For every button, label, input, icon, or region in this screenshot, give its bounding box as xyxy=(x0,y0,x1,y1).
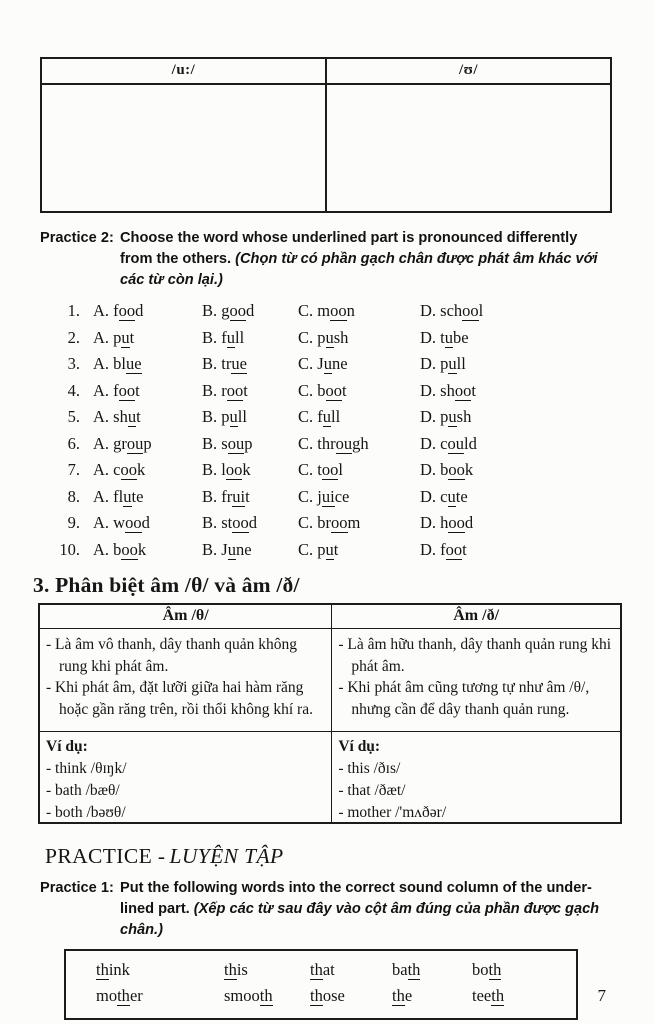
word-bank-word: think xyxy=(96,960,130,979)
option-word: book xyxy=(113,539,147,559)
question-row xyxy=(56,510,654,537)
option-word: stood xyxy=(221,513,258,532)
option-word: boot xyxy=(317,380,347,400)
theta-eth-header-row xyxy=(40,605,620,629)
option-word: hood xyxy=(440,513,474,532)
option-word: moon xyxy=(317,301,355,320)
question-row xyxy=(56,404,654,431)
theta-point: - Khi phát âm, đặt lưỡi giữa hai hàm răng hoặc gần răng trên, rồi thổi không khí ra. xyxy=(46,679,313,718)
underlined-part: ui xyxy=(321,486,335,506)
practice2-label: Practice 2: xyxy=(40,230,114,246)
answer-option: B. good xyxy=(202,301,255,320)
question-row xyxy=(56,431,654,458)
answer-option: C. push xyxy=(298,327,349,347)
word-bank-word: the xyxy=(392,986,413,1005)
underlined-part: oo xyxy=(125,513,142,532)
answer-option: D. school xyxy=(420,301,484,320)
theta-point: - Là âm vô thanh, dây thanh quản không rung khi phát âm. xyxy=(46,636,297,675)
option-word: true xyxy=(221,354,247,373)
answer-option: A. book xyxy=(93,539,147,559)
eth-description-cell xyxy=(332,629,620,731)
underlined-part: oo xyxy=(226,380,244,400)
option-word: school xyxy=(440,301,484,320)
answer-option: B. stood xyxy=(202,513,258,532)
practice1-text-vietnamese: (Xếp các từ sau đây vào cột âm đúng của phần được gạch chân.) xyxy=(120,901,600,938)
underlined-part: ou xyxy=(335,433,353,453)
question-row xyxy=(56,298,654,325)
underlined-part: u xyxy=(127,407,137,426)
answer-option: B. pull xyxy=(202,407,247,426)
word-bank-word: teeth xyxy=(472,986,505,1005)
answer-option: B. true xyxy=(202,354,247,373)
underlined-part: th xyxy=(96,960,109,979)
answer-option: A. shut xyxy=(93,407,141,426)
answer-option: A. group xyxy=(93,433,152,453)
underlined-part: th xyxy=(259,986,273,1005)
word-bank-table xyxy=(64,949,578,1020)
theta-description-cell xyxy=(40,629,332,731)
underlined-part: u xyxy=(322,407,332,426)
answer-option: D. shoot xyxy=(420,380,476,400)
question-row xyxy=(56,378,654,405)
eth-example: - this /ðɪs/ xyxy=(338,760,401,777)
underlined-part: oo xyxy=(118,380,136,400)
underlined-part: oo xyxy=(325,380,343,400)
option-word: broom xyxy=(317,513,361,532)
theta-eth-description-row xyxy=(40,629,620,732)
option-word: group xyxy=(113,433,152,453)
option-word: tube xyxy=(440,327,469,347)
underlined-part: oo xyxy=(448,513,465,532)
answer-option: D. push xyxy=(420,407,472,426)
option-word: push xyxy=(317,327,349,347)
option-word: through xyxy=(317,433,369,453)
underlined-part: oo xyxy=(232,513,249,532)
word-bank-row xyxy=(96,983,576,1009)
option-word: wood xyxy=(113,513,150,532)
answer-option: C. June xyxy=(298,354,348,373)
question-row xyxy=(56,351,654,378)
theta-example: - bath /bæθ/ xyxy=(46,782,120,799)
theta-example: - both /bəʊθ/ xyxy=(46,804,126,821)
underlined-part: th xyxy=(491,986,505,1005)
practice2-text-vietnamese: (Chọn từ có phần gạch chân được phát âm khác với các từ còn lại.) xyxy=(120,251,598,288)
answer-option: D. foot xyxy=(420,539,467,559)
question-number: 4. xyxy=(67,380,80,400)
option-word: pull xyxy=(221,407,247,426)
sound-header-u-short: /ʊ/ xyxy=(458,62,479,78)
sound-cell-u-long xyxy=(42,85,327,211)
answer-option: A. put xyxy=(93,327,135,347)
underlined-part: ue xyxy=(126,354,142,373)
sound-sorting-body-row xyxy=(42,85,610,211)
eth-point: - Là âm hữu thanh, dây thanh quản rung khi phát âm. xyxy=(338,636,612,675)
answer-option: B. soup xyxy=(202,433,253,453)
option-word: tool xyxy=(317,460,343,479)
underlined-part: th xyxy=(392,986,405,1005)
answer-option: B. root xyxy=(202,380,248,400)
underlined-part: u xyxy=(226,327,236,347)
option-word: cute xyxy=(440,486,468,506)
question-number: 3. xyxy=(67,354,80,373)
answer-option: C. boot xyxy=(298,380,347,400)
answer-option: D. hood xyxy=(420,513,474,532)
question-row xyxy=(56,325,654,352)
option-word: shut xyxy=(113,407,141,426)
theta-example-label: Ví dụ: xyxy=(46,738,88,755)
option-word: cook xyxy=(113,460,146,479)
option-word: food xyxy=(113,301,144,320)
option-word: soup xyxy=(221,433,253,453)
underlined-part: u xyxy=(323,354,332,373)
word-bank-word: mother xyxy=(96,986,143,1005)
word-bank-word: smooth xyxy=(224,986,273,1005)
practice1-text-english: Put the following words into the correct sound column of the under-lined part. xyxy=(120,880,592,917)
sound-sorting-table xyxy=(40,57,612,213)
answer-option: A. blue xyxy=(93,354,142,373)
answer-option: D. book xyxy=(420,460,474,479)
questions-list xyxy=(56,298,654,563)
answer-option: B. full xyxy=(202,327,245,347)
option-word: June xyxy=(221,539,252,559)
option-word: root xyxy=(221,380,248,400)
underlined-part: oo xyxy=(225,460,243,479)
option-word: push xyxy=(440,407,472,426)
option-word: full xyxy=(317,407,341,426)
question-number: 2. xyxy=(67,327,80,347)
option-word: pull xyxy=(440,354,466,373)
underlined-part: th xyxy=(117,986,130,1005)
option-word: foot xyxy=(113,380,140,400)
underlined-part: u xyxy=(448,354,457,373)
underlined-part: th xyxy=(310,960,323,979)
eth-example-list xyxy=(338,758,613,824)
option-word: full xyxy=(221,327,245,347)
underlined-part: oo xyxy=(454,380,472,400)
option-word: flute xyxy=(113,486,144,506)
underlined-part: ui xyxy=(232,486,246,506)
underlined-part: oo xyxy=(331,513,348,532)
answer-option: D. tube xyxy=(420,327,469,347)
practice2-instruction xyxy=(120,228,610,291)
answer-option: C. tool xyxy=(298,460,343,479)
underlined-part: ou xyxy=(447,433,464,453)
underlined-part: th xyxy=(488,960,502,979)
option-word: juice xyxy=(317,486,350,506)
underlined-part: u xyxy=(325,539,334,559)
practice1-label: Practice 1: xyxy=(40,880,114,896)
underlined-part: u xyxy=(448,407,457,426)
theta-eth-example-row xyxy=(40,732,620,822)
option-word: fruit xyxy=(221,486,250,506)
theta-header: Âm /θ/ xyxy=(40,605,332,628)
sound-cell-u-short xyxy=(327,85,610,211)
option-word: book xyxy=(440,460,474,479)
practice-heading-vietnamese: LUYỆN TẬP xyxy=(169,844,284,868)
practice1-instruction xyxy=(120,878,610,941)
option-word: good xyxy=(221,301,255,320)
practice1-block xyxy=(40,878,624,941)
theta-example: - think /θɪŋk/ xyxy=(46,760,127,777)
underlined-part: u xyxy=(325,327,334,347)
option-word: put xyxy=(113,327,135,347)
eth-example: - mother /'mʌðər/ xyxy=(338,804,447,821)
option-word: look xyxy=(221,460,251,479)
answer-option: A. wood xyxy=(93,513,150,532)
word-bank-word: both xyxy=(472,960,502,979)
underlined-part: u xyxy=(227,539,236,559)
answer-option: C. juice xyxy=(298,486,350,506)
option-word: shoot xyxy=(440,380,476,400)
eth-point: - Khi phát âm cũng tương tự như âm /θ/, nhưng cần để dây thanh quản rung. xyxy=(338,679,590,718)
practice-heading-english: PRACTICE - xyxy=(45,844,166,868)
practice-section-heading xyxy=(45,844,654,869)
practice2-text-english: Choose the word whose underlined part is pronounced differently from the others. xyxy=(120,230,578,267)
answer-option: A. cook xyxy=(93,460,146,479)
underlined-part: oo xyxy=(462,301,479,320)
eth-examples-cell xyxy=(332,732,620,822)
underlined-part: oo xyxy=(321,460,339,479)
question-number: 6. xyxy=(67,433,80,453)
section3-heading: 3. Phân biệt âm /θ/ và âm /ð/ xyxy=(33,573,300,597)
word-bank-row xyxy=(96,957,576,983)
word-bank-word: bath xyxy=(392,960,421,979)
answer-option: A. flute xyxy=(93,486,144,506)
question-number: 9. xyxy=(67,513,80,532)
word-bank-word: those xyxy=(310,986,345,1005)
answer-option: D. pull xyxy=(420,354,466,373)
question-row xyxy=(56,457,654,484)
underlined-part: oo xyxy=(229,301,247,320)
question-row xyxy=(56,484,654,511)
underlined-part: ou xyxy=(227,433,245,453)
underlined-part: u xyxy=(229,407,238,426)
answer-option: A. food xyxy=(93,301,144,320)
answer-option: C. broom xyxy=(298,513,361,532)
answer-option: D. could xyxy=(420,433,477,453)
word-bank-word: that xyxy=(310,960,335,979)
practice2-block xyxy=(40,228,624,291)
answer-option: C. put xyxy=(298,539,339,559)
eth-example-label: Ví dụ: xyxy=(338,738,381,755)
option-word: June xyxy=(317,354,348,373)
eth-example: - that /ðæt/ xyxy=(338,782,406,799)
answer-option: C. moon xyxy=(298,301,355,320)
sound-sorting-header-row xyxy=(42,59,610,85)
theta-examples-cell xyxy=(40,732,332,822)
answer-option: C. full xyxy=(298,407,341,426)
answer-option: C. through xyxy=(298,433,369,453)
sound-header-u-long: /u:/ xyxy=(42,59,327,83)
eth-header: Âm /ð/ xyxy=(453,607,500,624)
underlined-part: oo xyxy=(120,460,137,479)
underlined-part: ue xyxy=(231,354,247,373)
option-word: foot xyxy=(440,539,467,559)
question-row xyxy=(56,537,654,564)
word-bank-word: this xyxy=(224,960,248,979)
question-number: 8. xyxy=(67,486,80,506)
underlined-part: ou xyxy=(126,433,144,453)
question-number: 1. xyxy=(67,301,80,320)
option-word: could xyxy=(440,433,477,453)
theta-example-list xyxy=(46,758,324,824)
underlined-part: u xyxy=(444,327,454,347)
question-number: 10. xyxy=(59,539,80,559)
option-word: put xyxy=(317,539,339,559)
question-number: 5. xyxy=(67,407,80,426)
answer-option: D. cute xyxy=(420,486,468,506)
page-number: 7 xyxy=(597,986,606,1005)
underlined-part: th xyxy=(224,960,237,979)
underlined-part: oo xyxy=(445,539,463,559)
underlined-part: oo xyxy=(330,301,347,320)
underlined-part: th xyxy=(310,986,323,1005)
option-word: blue xyxy=(113,354,142,373)
underlined-part: oo xyxy=(118,301,136,320)
underlined-part: u xyxy=(121,327,130,347)
underlined-part: oo xyxy=(448,460,465,479)
theta-eth-table xyxy=(38,603,622,824)
underlined-part: th xyxy=(407,960,421,979)
underlined-part: u xyxy=(447,486,456,506)
underlined-part: oo xyxy=(121,539,138,559)
answer-option: B. look xyxy=(202,460,251,479)
answer-option: B. June xyxy=(202,539,252,559)
question-number: 7. xyxy=(67,460,80,479)
answer-option: B. fruit xyxy=(202,486,250,506)
answer-option: A. foot xyxy=(93,380,140,400)
underlined-part: u xyxy=(123,486,132,506)
